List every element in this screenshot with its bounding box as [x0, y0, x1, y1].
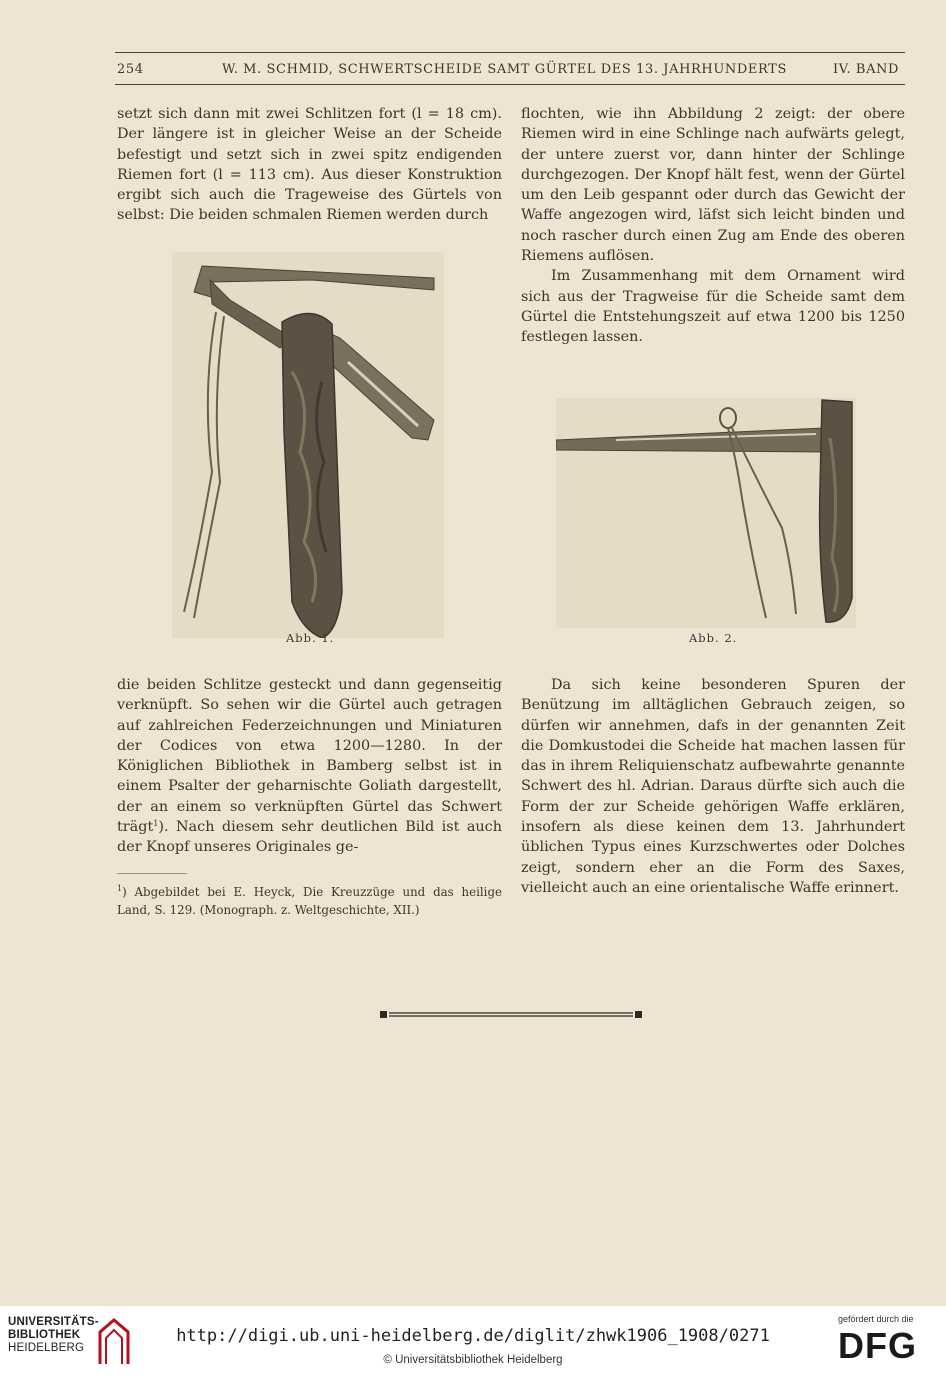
figure-2-caption: Abb. 2.	[689, 631, 738, 645]
top-right-column	[521, 104, 905, 348]
text-after-reference: ). Nach diesem sehr deutlichen Bild ist auch der Knopf unseres Originales ge-	[117, 819, 502, 856]
footnote	[117, 883, 502, 919]
footnote-rule	[117, 873, 187, 874]
library-line-3: HEIDELBERG	[8, 1342, 85, 1354]
paragraph: setzt sich dann mit zwei Schlitzen fort (l = 18 cm). Der längere ist in gleicher Weise an der Scheide befestigt und setzt sich in zwei spitz endigenden Riemen fort (l = 113 cm). Aus dieser Konstruktion ergibt sich auch die Trageweise des Gürtels von selbst: Die beiden schmalen Riemen werden durch	[117, 106, 502, 224]
footnote-mark: 1	[117, 884, 123, 893]
header-bottom-rule	[115, 84, 905, 85]
footnote-text: ) Abgebildet bei E. Heyck, Die Kreuzzüge und das heilige Land, S. 129. (Monograph. z. Weltgeschichte, XII.)	[117, 885, 502, 917]
text-before-reference: die beiden Schlitze gesteckt und dann gegenseitig verknüpft. So sehen wir die Gürtel auch getragen auf zahlreichen Federzeichnungen und Miniaturen der Codices von etwa 1200—1280. In der Königlichen Bibliothek in Bamberg selbst ist in einem Psalter der geharnischte Goliath dargestellt, der an einem so verknüpften Gürtel das Schwert trägt	[117, 677, 502, 836]
library-line-2: BIBLIOTHEK	[8, 1329, 81, 1341]
figure-1-scabbard-image	[172, 252, 444, 638]
running-title: W. M. SCHMID, SCHWERTSCHEIDE SAMT GÜRTEL DES 13. JAHRHUNDERTS	[222, 62, 787, 77]
library-line-1: UNIVERSITÄTS-	[8, 1316, 99, 1328]
bottom-right-column	[521, 675, 905, 898]
paragraph: Da sich keine besonderen Spuren der Benützung im alltäglichen Gebrauch zeigen, so dürfen wir annehmen, dafs in der genannten Zeit die Domkustodei die Scheide hat machen lassen für das in ihrem Reliquienschatz aufbewahrte genannte Schwert des hl. Adrian. Daraus dürfte sich auch die Form der zur Scheide gehörigen Waffe erklären, insofern als diese keinen dem 13. Jahrhundert üblichen Typus eines Kurzschwertes oder Dolches zeigt, sondern eher an die Form des Saxes, vielleicht auch an eine orientalische Waffe erinnert.	[521, 677, 905, 896]
digitization-footer	[0, 1306, 946, 1378]
figure-2-belt-image	[556, 398, 856, 628]
paragraph	[117, 675, 502, 858]
copyright-notice: © Universitätsbibliothek Heidelberg	[383, 1354, 563, 1366]
source-url-link[interactable]: http://digi.ub.uni-heidelberg.de/diglit/zhwk1906_1908/0271	[176, 1326, 770, 1346]
page-number: 254	[117, 62, 144, 77]
header-top-rule	[115, 52, 905, 53]
bottom-left-column	[117, 675, 502, 858]
funding-note: gefördert durch die	[838, 1314, 914, 1324]
footnote-reference: 1	[153, 819, 159, 829]
volume-label: IV. BAND	[833, 62, 900, 77]
dfg-logo: DFG	[838, 1325, 917, 1366]
paragraph: Im Zusammenhang mit dem Ornament wird sich aus der Tragweise für die Scheide samt dem Gürtel die Entstehungszeit auf etwa 1200 bis 1250 festlegen lassen.	[521, 268, 905, 346]
top-left-column	[117, 104, 502, 226]
figure-1-caption: Abb. 1.	[286, 631, 335, 645]
paragraph: flochten, wie ihn Abbildung 2 zeigt: der obere Riemen wird in eine Schlinge nach aufwärts gelegt, der untere zuerst vor, dann hinter der Schlinge durchgezogen. Der Knopf hält fest, wenn der Gürtel um den Leib gespannt oder durch das Gewicht der Waffe angezogen wird, läfst sich leicht binden und noch rascher durch einen Zug am Ende des oberen Riemens auflösen.	[521, 106, 905, 265]
end-ornament-rule	[380, 1010, 642, 1019]
